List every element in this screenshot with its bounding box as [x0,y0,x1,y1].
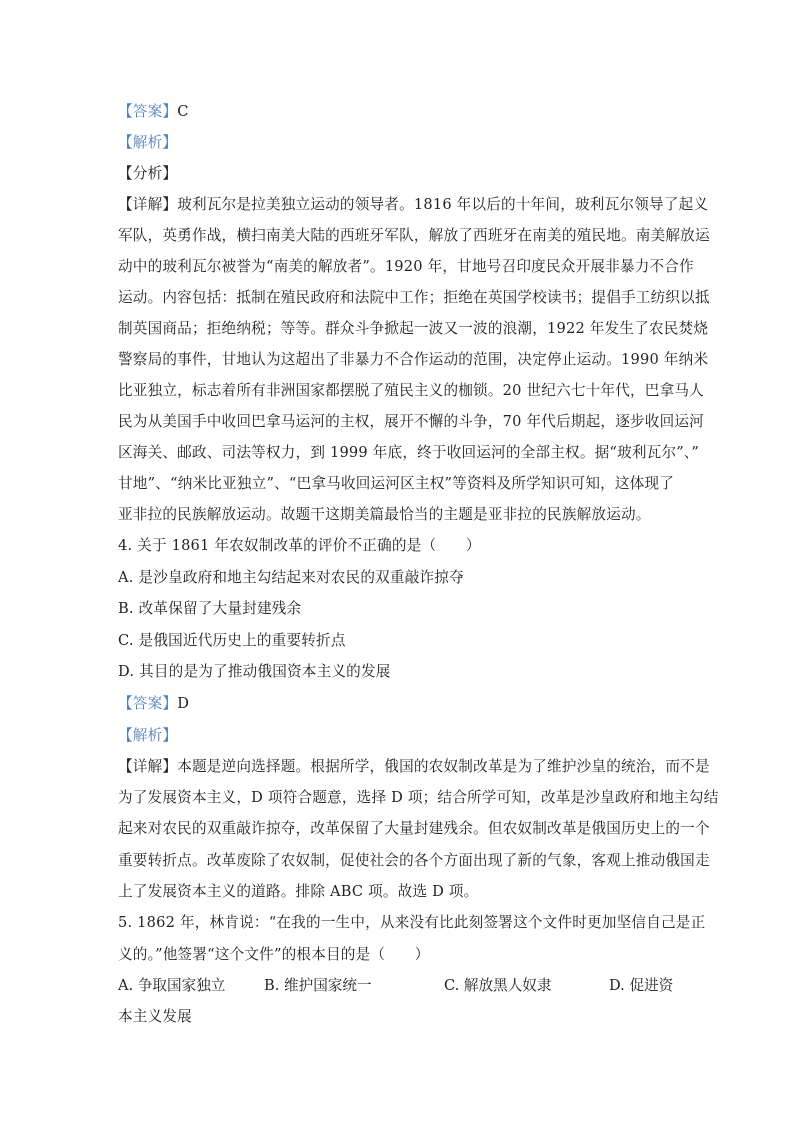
q3-answer: 【答案】C [118,103,189,120]
q4-option-b: B. 改革保留了大量封建残余 [118,600,302,617]
q3-detail-line: 动中的玻利瓦尔被誉为“南美的解放者”。1920 年，甘地号召印度民众开展非暴力不合作 [118,258,694,275]
q5-option-a: A. 争取国家独立 [118,977,226,994]
q5-stem-line: 义的。”他签署“这个文件”的根本目的是（ ） [118,946,430,963]
q3-detail-line: 亚非拉的民族解放运动。故题干这期美篇最恰当的主题是亚非拉的民族解放运动。 [118,506,651,523]
q4-detail-line: 【详解】本题是逆向选择题。根据所学，俄国的农奴制改革是为了维护沙皇的统治，而不是 [118,758,710,775]
q5-stem-line: 5. 1862 年，林肯说：“在我的一生中，从来没有比此刻签署这个文件时更加坚信自己是正 [118,914,706,931]
q4-stem: 4. 关于 1861 年农奴制改革的评价不正确的是（ ） [118,537,481,554]
q3-fenxi-tag: 【分析】 [118,165,178,182]
q4-detail-line: 起来对农民的双重敲诈掠夺，改革保留了大量封建残余。但农奴制改革是俄国历史上的一个 [118,820,710,837]
q4-option-c: C. 是俄国近代历史上的重要转折点 [118,632,346,649]
q4-detail-line: 重要转折点。改革废除了农奴制，促使社会的各个方面出现了新的气象，客观上推动俄国走 [118,852,710,869]
q4-detail-line: 为了发展资本主义，D 项符合题意，选择 D 项；结合所学可知，改革是沙皇政府和地主勾结 [118,789,719,806]
answer-tag: 【答案】 [118,103,178,120]
q3-detail-line: 运动。内容包括：抵制在殖民政府和法院中工作；拒绝在英国学校读书；提倡手工纺织以抵 [118,289,710,306]
q3-detail-line: 区海关、邮政、司法等权力，到 1999 年底，终于收回运河的全部主权。据“玻利瓦尔”、” [118,444,700,461]
q3-detail-line: 【详解】玻利瓦尔是拉美独立运动的领导者。1816 年以后的十年间，玻利瓦尔领导了起义 [118,196,709,213]
q3-detail-line: 制英国商品；拒绝纳税；等等。群众斗争掀起一波又一波的浪潮，1922 年发生了农民焚烧 [118,320,709,337]
q4-detail-line: 上了发展资本主义的道路。排除 ABC 项。故选 D 项。 [118,883,479,900]
q4-analysis-tag: 【解析】 [118,727,178,744]
q5-option-b: B. 维护国家统一 [264,977,372,994]
q4-option-d: D. 其目的是为了推动俄国资本主义的发展 [118,663,391,680]
q3-detail-line: 警察局的事件，甘地认为这超出了非暴力不合作运动的范围，决定停止运动。1990 年纳米 [118,351,709,368]
q5-option-c: C. 解放黑人奴隶 [444,977,552,994]
q3-detail-line: 民为从美国手中收回巴拿马运河的主权，展开不懈的斗争，70 年代后期起，逐步收回运河 [118,413,704,430]
q4-answer: 【答案】D [118,695,190,712]
q5-option-d-wrap: 本主义发展 [118,1008,192,1025]
q5-option-d: D. 促进资 [609,977,674,994]
q3-detail-line: 军队，英勇作战，横扫南美大陆的西班牙军队，解放了西班牙在南美的殖民地。南美解放运 [118,227,710,244]
q3-analysis-tag: 【解析】 [118,134,178,151]
q3-detail-line: 甘地”、“纳米比亚独立”、“巴拿马收回运河区主权”等资料及所学知识可知，这体现了 [118,475,675,492]
q3-detail-line: 比亚独立，标志着所有非洲国家都摆脱了殖民主义的枷锁。20 世纪六七十年代，巴拿马人 [118,382,704,399]
answer-tag: 【答案】 [118,695,178,712]
q4-option-a: A. 是沙皇政府和地主勾结起来对农民的双重敲诈掠夺 [118,569,464,586]
